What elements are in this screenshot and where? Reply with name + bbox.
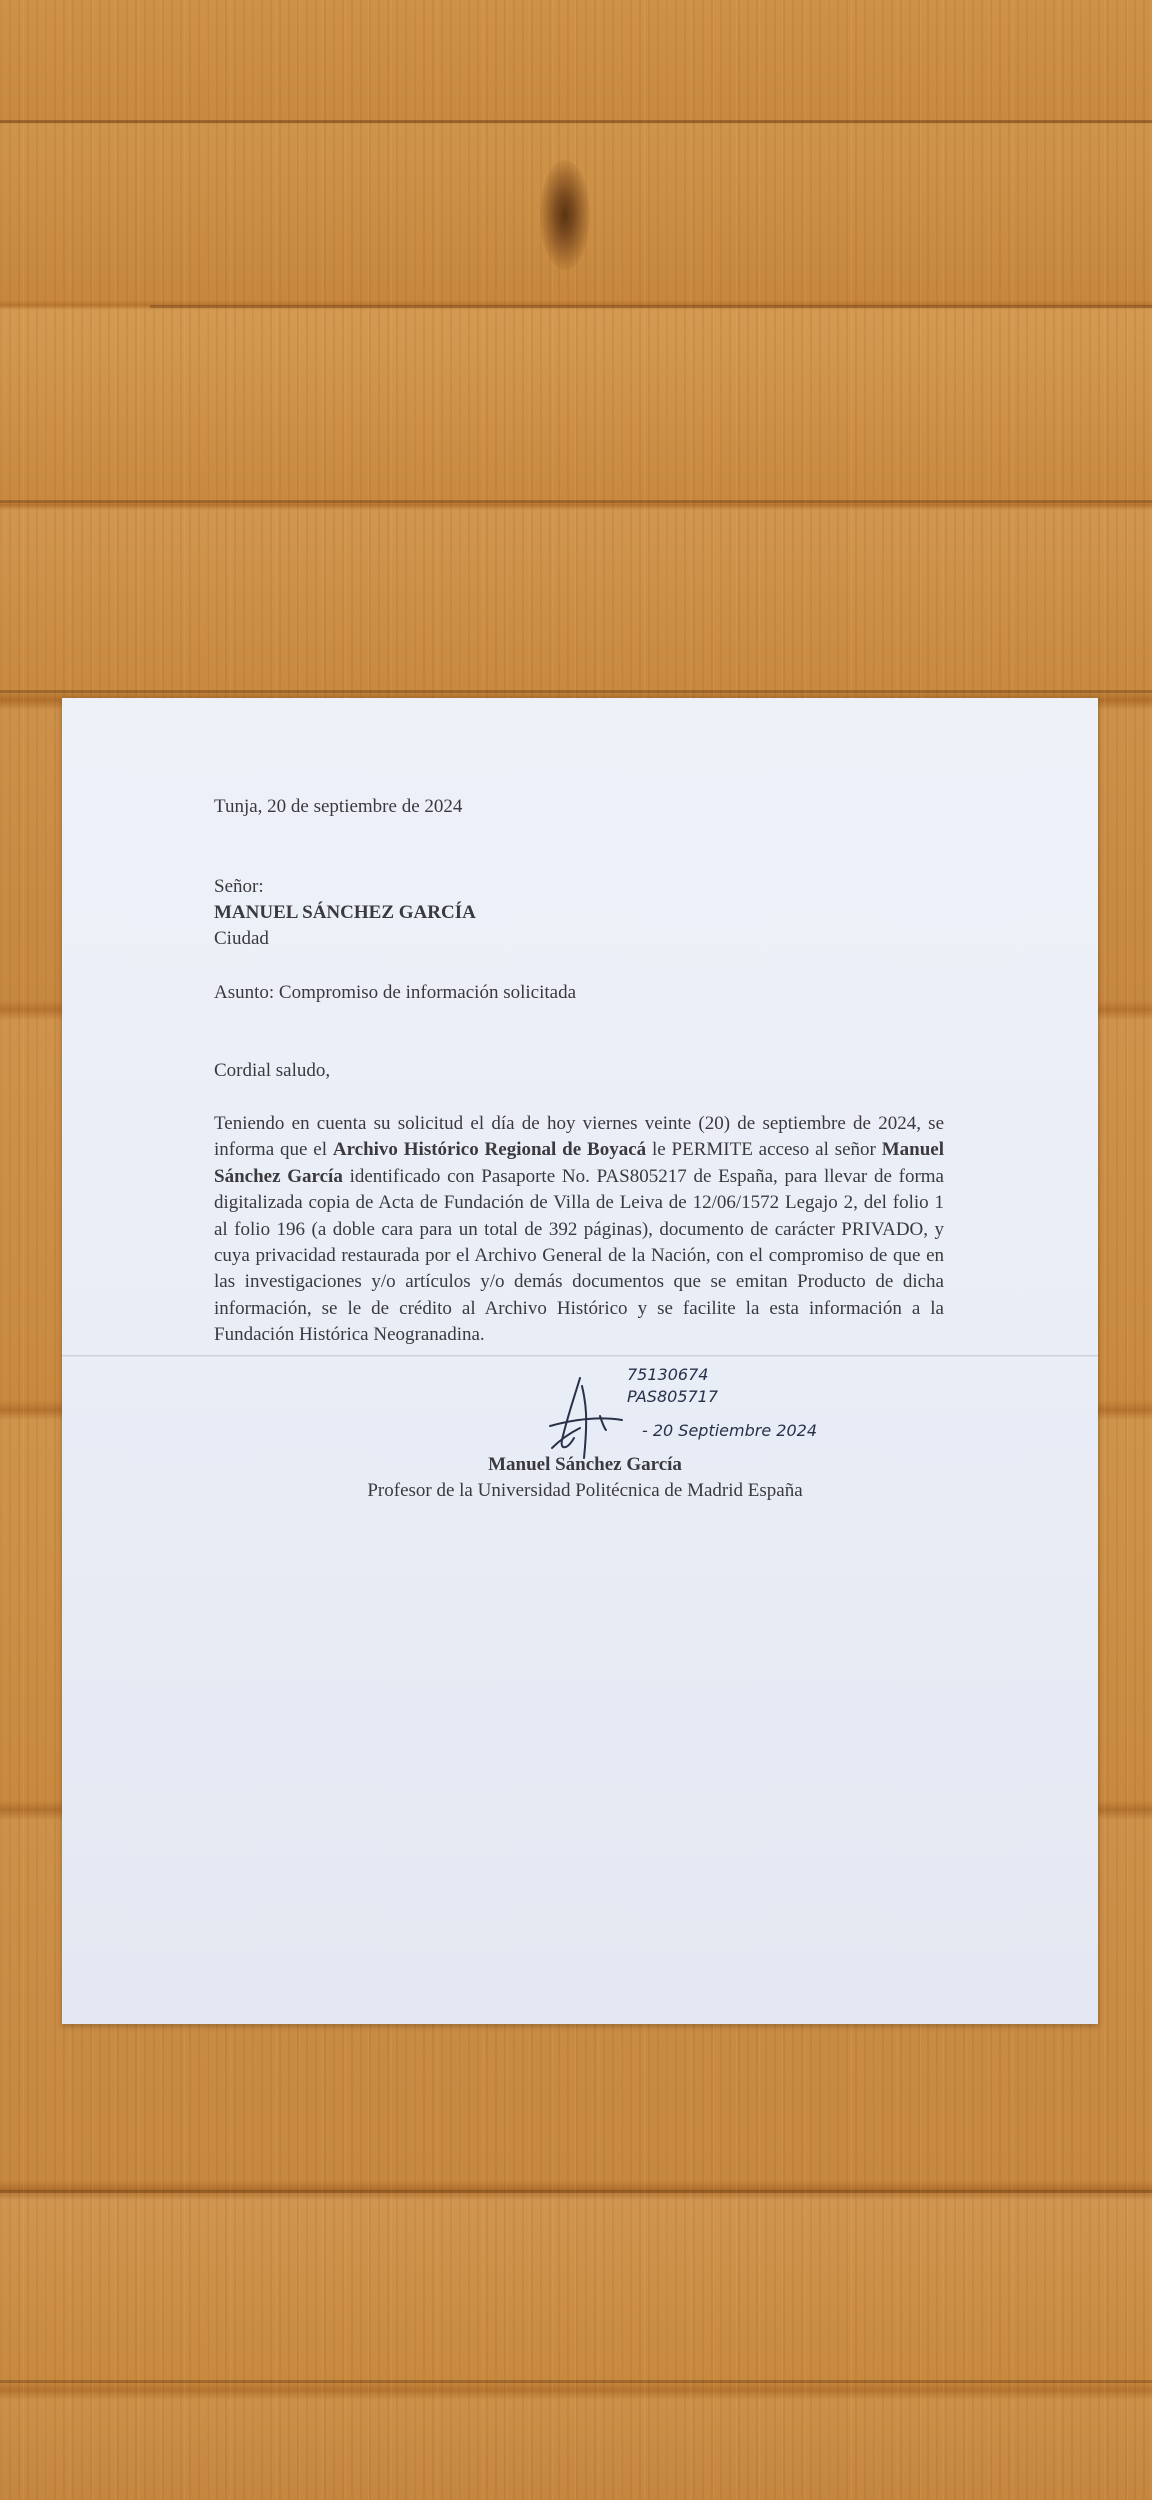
body-part-2: le PERMITE acceso al señor [646,1139,882,1161]
handwritten-date: - 20 Septiembre 2024 [642,1421,817,1440]
wood-knot [540,160,590,270]
letter-paper [62,698,1098,2024]
wood-board-seam [0,2380,1152,2383]
recipient-city: Ciudad [214,928,269,949]
date-line: Tunja, 20 de septiembre de 2024 [214,796,463,817]
handwritten-id-number: 75130674 [627,1365,709,1384]
salutation-title: Señor: [214,876,264,897]
wood-board-seam [0,690,1152,693]
signer-title: Profesor de la Universidad Politécnica de Madrid España [367,1480,803,1501]
handwritten-passport: PAS805717 [627,1387,719,1406]
wood-board-seam [0,2190,1152,2193]
body-part-3: identificado con Pasaporte No. PAS805217 de España, para llevar de forma digitalizada copia de Acta de Fundación de Villa de Leiva de 12/06/1572 Legajo 2, del folio 1 al folio 196 (a doble cara para un total de 392 páginas), documento de carácter PRIVADO, y cuya privacidad restaurada por el Archivo General de la Nación, con el compromiso de que en las investigaciones y/o artículos y/o demás documentos que se emitan Producto de dicha información, se le de crédito al Archivo Histórico y se facilite la esta información a la Fundación Histórica Neogranadina. [214,1165,944,1346]
subject-line: Asunto: Compromiso de información solicitada [214,982,577,1003]
letter-body [214,1111,944,1349]
wood-board-seam [0,120,1152,123]
body-part-1: Teniendo en cuenta su solicitud el día de hoy viernes veinte (20) de septiembre de 2024, se informa que el [214,1113,944,1161]
wood-board-seam [150,305,1152,308]
recipient-name: MANUEL SÁNCHEZ GARCÍA [214,902,476,923]
greeting: Cordial saludo, [214,1060,331,1081]
signer-name: Manuel Sánchez García [488,1454,682,1475]
person-name: Manuel Sánchez García [214,1139,944,1187]
wood-board-seam [0,500,1152,503]
archive-name: Archivo Histórico Regional de Boyacá [332,1139,647,1161]
